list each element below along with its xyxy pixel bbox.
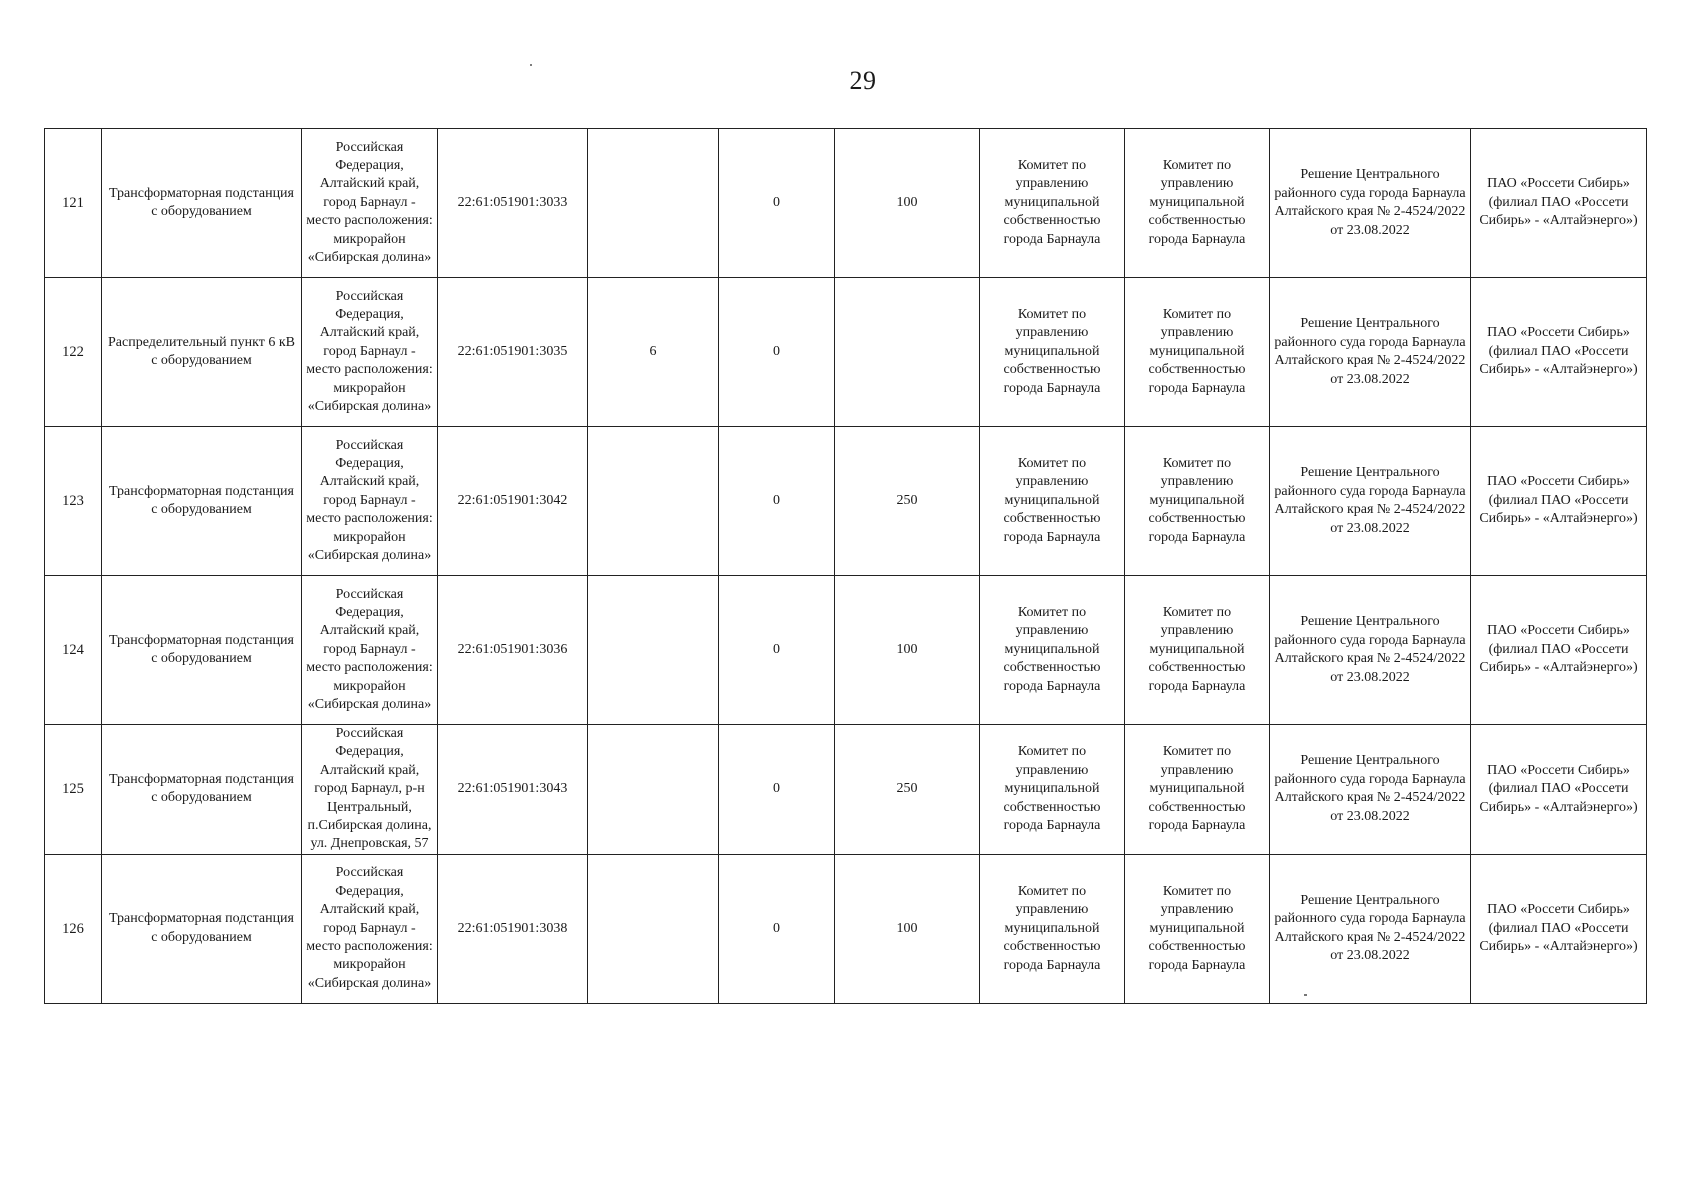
basis-cell: Решение Центрального районного суда города Барнаула Алтайского края № 2-4524/2022 от 23.08.2022 xyxy=(1270,278,1471,427)
table-row xyxy=(45,725,1647,855)
value-b-cell: 100 xyxy=(835,576,980,725)
voltage-cell: 6 xyxy=(588,278,719,427)
holder-cell: Комитет по управлению муниципальной собственностью города Барнаула xyxy=(980,427,1125,576)
cadastral-number: 22:61:051901:3033 xyxy=(438,129,588,278)
row-number: 123 xyxy=(45,427,102,576)
value-a-cell: 0 xyxy=(719,129,835,278)
basis-cell: Решение Центрального районного суда города Барнаула Алтайского края № 2-4524/2022 от 23.08.2022 xyxy=(1270,725,1471,855)
holder-cell: Комитет по управлению муниципальной собственностью города Барнаула xyxy=(980,725,1125,855)
owner-cell: Комитет по управлению муниципальной собственностью города Барнаула xyxy=(1125,278,1270,427)
recipient-cell: ПАО «Россети Сибирь» (филиал ПАО «Россети Сибирь» - «Алтайэнерго») xyxy=(1471,854,1647,1003)
voltage-cell xyxy=(588,576,719,725)
cadastral-number: 22:61:051901:3042 xyxy=(438,427,588,576)
table-row xyxy=(45,576,1647,725)
object-name: Трансформаторная подстанция с оборудованием xyxy=(102,854,302,1003)
owner-cell: Комитет по управлению муниципальной собственностью города Барнаула xyxy=(1125,576,1270,725)
object-name: Трансформаторная подстанция с оборудованием xyxy=(102,427,302,576)
object-name: Распределительный пункт 6 кВ с оборудованием xyxy=(102,278,302,427)
scan-artifact-dot xyxy=(530,64,532,66)
basis-cell: Решение Центрального районного суда города Барнаула Алтайского края № 2-4524/2022 от 23.08.2022 xyxy=(1270,854,1471,1003)
voltage-cell xyxy=(588,129,719,278)
voltage-cell xyxy=(588,725,719,855)
row-number: 126 xyxy=(45,854,102,1003)
table-row xyxy=(45,278,1647,427)
owner-cell: Комитет по управлению муниципальной собственностью города Барнаула xyxy=(1125,129,1270,278)
object-name: Трансформаторная подстанция с оборудованием xyxy=(102,576,302,725)
table-row xyxy=(45,854,1647,1003)
value-b-cell xyxy=(835,278,980,427)
recipient-cell: ПАО «Россети Сибирь» (филиал ПАО «Россети Сибирь» - «Алтайэнерго») xyxy=(1471,278,1647,427)
value-a-cell: 0 xyxy=(719,576,835,725)
property-registry-table xyxy=(44,128,1647,1004)
holder-cell: Комитет по управлению муниципальной собственностью города Барнаула xyxy=(980,576,1125,725)
object-address: Российская Федерация, Алтайский край, город Барнаул - место расположения: микрорайон «Сибирская долина» xyxy=(302,278,438,427)
cadastral-number: 22:61:051901:3038 xyxy=(438,854,588,1003)
basis-cell: Решение Центрального районного суда города Барнаула Алтайского края № 2-4524/2022 от 23.08.2022 xyxy=(1270,576,1471,725)
recipient-cell: ПАО «Россети Сибирь» (филиал ПАО «Россети Сибирь» - «Алтайэнерго») xyxy=(1471,427,1647,576)
object-address: Российская Федерация, Алтайский край, город Барнаул - место расположения: микрорайон «Сибирская долина» xyxy=(302,427,438,576)
row-number: 122 xyxy=(45,278,102,427)
voltage-cell xyxy=(588,427,719,576)
object-address: Российская Федерация, Алтайский край, город Барнаул - место расположения: микрорайон «Сибирская долина» xyxy=(302,576,438,725)
holder-cell: Комитет по управлению муниципальной собственностью города Барнаула xyxy=(980,129,1125,278)
voltage-cell xyxy=(588,854,719,1003)
cadastral-number: 22:61:051901:3035 xyxy=(438,278,588,427)
row-number: 121 xyxy=(45,129,102,278)
object-address: Российская Федерация, Алтайский край, город Барнаул, р-н Центральный, п.Сибирская долина, ул. Днепровская, 57 xyxy=(302,725,438,855)
owner-cell: Комитет по управлению муниципальной собственностью города Барнаула xyxy=(1125,427,1270,576)
recipient-cell: ПАО «Россети Сибирь» (филиал ПАО «Россети Сибирь» - «Алтайэнерго») xyxy=(1471,576,1647,725)
owner-cell: Комитет по управлению муниципальной собственностью города Барнаула xyxy=(1125,725,1270,855)
recipient-cell: ПАО «Россети Сибирь» (филиал ПАО «Россети Сибирь» - «Алтайэнерго») xyxy=(1471,129,1647,278)
value-a-cell: 0 xyxy=(719,427,835,576)
value-b-cell: 100 xyxy=(835,129,980,278)
value-b-cell: 250 xyxy=(835,427,980,576)
holder-cell: Комитет по управлению муниципальной собственностью города Барнаула xyxy=(980,854,1125,1003)
table-row xyxy=(45,129,1647,278)
owner-cell: Комитет по управлению муниципальной собственностью города Барнаула xyxy=(1125,854,1270,1003)
cadastral-number: 22:61:051901:3043 xyxy=(438,725,588,855)
value-b-cell: 100 xyxy=(835,854,980,1003)
row-number: 125 xyxy=(45,725,102,855)
basis-cell: Решение Центрального районного суда города Барнаула Алтайского края № 2-4524/2022 от 23.08.2022 xyxy=(1270,427,1471,576)
value-b-cell: 250 xyxy=(835,725,980,855)
page-number: 29 xyxy=(849,66,877,95)
object-name: Трансформаторная подстанция с оборудованием xyxy=(102,725,302,855)
recipient-cell: ПАО «Россети Сибирь» (филиал ПАО «Россети Сибирь» - «Алтайэнерго») xyxy=(1471,725,1647,855)
table-row xyxy=(45,427,1647,576)
value-a-cell: 0 xyxy=(719,854,835,1003)
holder-cell: Комитет по управлению муниципальной собственностью города Барнаула xyxy=(980,278,1125,427)
value-a-cell: 0 xyxy=(719,278,835,427)
object-name: Трансформаторная подстанция с оборудованием xyxy=(102,129,302,278)
basis-cell: Решение Центрального районного суда города Барнаула Алтайского края № 2-4524/2022 от 23.08.2022 xyxy=(1270,129,1471,278)
value-a-cell: 0 xyxy=(719,725,835,855)
object-address: Российская Федерация, Алтайский край, город Барнаул - место расположения: микрорайон «Сибирская долина» xyxy=(302,854,438,1003)
cadastral-number: 22:61:051901:3036 xyxy=(438,576,588,725)
object-address: Российская Федерация, Алтайский край, город Барнаул - место расположения: микрорайон «Сибирская долина» xyxy=(302,129,438,278)
row-number: 124 xyxy=(45,576,102,725)
